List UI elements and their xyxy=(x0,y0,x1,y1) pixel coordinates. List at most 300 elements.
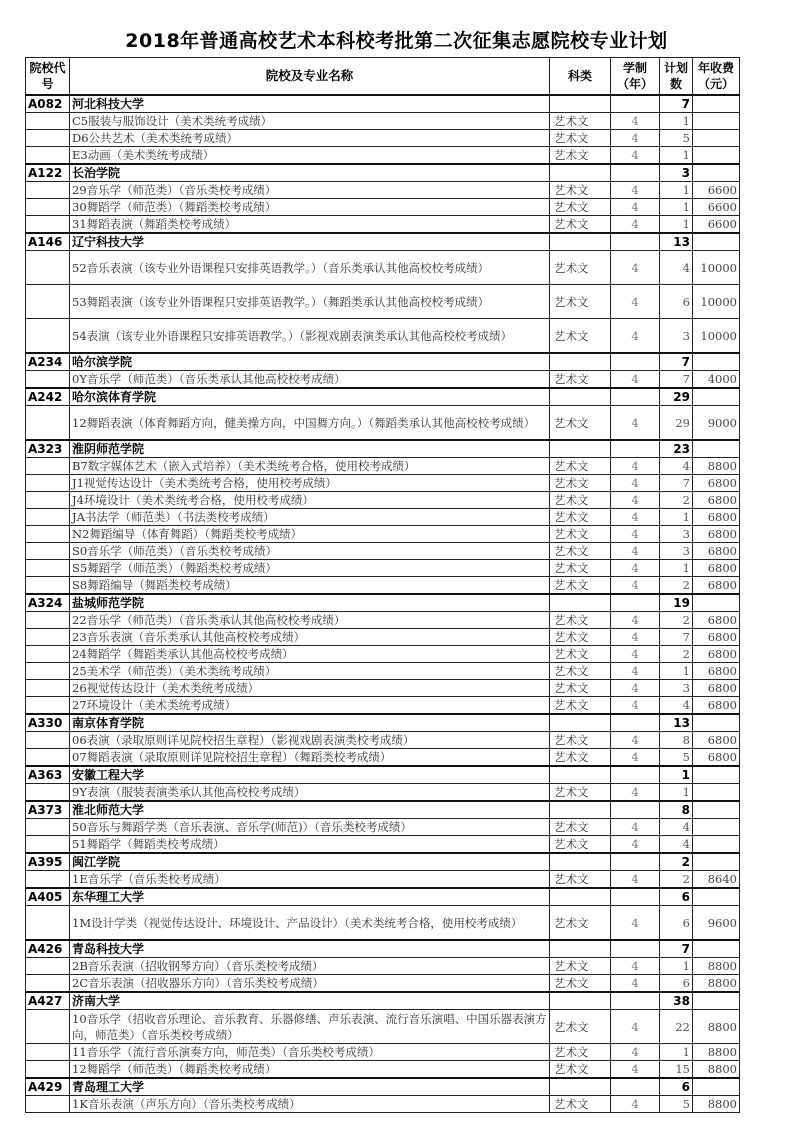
major-row xyxy=(26,182,740,199)
major-plan: 22 xyxy=(660,1010,693,1044)
school-total-plan: 8 xyxy=(660,801,693,819)
school-code: A122 xyxy=(26,164,70,182)
school-name: 盐城师范学院 xyxy=(70,594,550,612)
school-row xyxy=(26,801,740,819)
empty-cell xyxy=(611,714,660,732)
major-type: 艺术文 xyxy=(550,130,611,147)
major-fee: 6800 xyxy=(693,492,740,509)
major-plan: 1 xyxy=(660,182,693,199)
major-type: 艺术文 xyxy=(550,836,611,854)
header-plan: 计划数 xyxy=(660,58,693,96)
major-row xyxy=(26,130,740,147)
major-row xyxy=(26,958,740,975)
empty-cell xyxy=(26,371,70,389)
major-name: 51舞蹈学（舞蹈类校考成绩） xyxy=(70,836,550,854)
major-name: 31舞蹈表演（舞蹈类校考成绩） xyxy=(70,216,550,234)
empty-cell xyxy=(611,233,660,251)
school-code: A373 xyxy=(26,801,70,819)
school-name: 南京体育学院 xyxy=(70,714,550,732)
empty-cell xyxy=(611,353,660,371)
major-years: 4 xyxy=(611,784,660,802)
empty-cell xyxy=(550,992,611,1010)
major-plan: 1 xyxy=(660,784,693,802)
school-name: 长治学院 xyxy=(70,164,550,182)
empty-cell xyxy=(26,526,70,543)
major-years: 4 xyxy=(611,836,660,854)
empty-cell xyxy=(611,594,660,612)
empty-cell xyxy=(26,680,70,697)
major-type: 艺术文 xyxy=(550,577,611,595)
school-total-plan: 13 xyxy=(660,714,693,732)
major-fee: 8800 xyxy=(693,1010,740,1044)
major-fee: 6800 xyxy=(693,646,740,663)
empty-cell xyxy=(550,440,611,458)
empty-cell xyxy=(611,992,660,1010)
major-years: 4 xyxy=(611,285,660,319)
header-type: 科类 xyxy=(550,58,611,96)
major-years: 4 xyxy=(611,629,660,646)
school-code: A330 xyxy=(26,714,70,732)
major-fee: 6800 xyxy=(693,509,740,526)
empty-cell xyxy=(26,975,70,993)
empty-cell xyxy=(550,594,611,612)
empty-cell xyxy=(611,1078,660,1096)
major-type: 艺术文 xyxy=(550,199,611,216)
major-name: 12舞蹈学（师范类）（舞蹈类校考成绩） xyxy=(70,1061,550,1079)
major-plan: 3 xyxy=(660,543,693,560)
school-total-plan: 23 xyxy=(660,440,693,458)
major-name: 12舞蹈表演（体育舞蹈方向，健美操方向，中国舞方向。）（舞蹈类承认其他高校校考成绩） xyxy=(70,406,550,441)
major-years: 4 xyxy=(611,406,660,441)
major-row xyxy=(26,1044,740,1061)
major-years: 4 xyxy=(611,646,660,663)
major-name: 07舞蹈表演（录取原则详见院校招生章程）（舞蹈类校考成绩） xyxy=(70,749,550,767)
major-name: 1M设计学类（视觉传达设计、环境设计、产品设计）（美术类统考合格，使用校考成绩） xyxy=(70,906,550,941)
major-plan: 1 xyxy=(660,216,693,234)
major-years: 4 xyxy=(611,113,660,130)
empty-cell xyxy=(550,714,611,732)
major-type: 艺术文 xyxy=(550,113,611,130)
major-plan: 2 xyxy=(660,577,693,595)
major-fee: 6800 xyxy=(693,475,740,492)
major-name: 22音乐学（师范类）（音乐类承认其他高校校考成绩） xyxy=(70,612,550,629)
empty-cell xyxy=(26,1096,70,1113)
school-code: A146 xyxy=(26,233,70,251)
school-row xyxy=(26,1078,740,1096)
school-name: 淮阴师范学院 xyxy=(70,440,550,458)
major-name: JA书法学（师范类）（书法类校考成绩） xyxy=(70,509,550,526)
major-plan: 1 xyxy=(660,113,693,130)
empty-cell xyxy=(26,577,70,595)
empty-cell xyxy=(26,130,70,147)
empty-cell xyxy=(693,766,740,784)
empty-cell xyxy=(693,440,740,458)
major-fee xyxy=(693,113,740,130)
major-type: 艺术文 xyxy=(550,975,611,993)
empty-cell xyxy=(550,853,611,871)
major-name: N2舞蹈编导（体育舞蹈）（舞蹈类校考成绩） xyxy=(70,526,550,543)
major-plan: 3 xyxy=(660,319,693,354)
major-years: 4 xyxy=(611,1044,660,1061)
major-plan: 7 xyxy=(660,371,693,389)
major-plan: 29 xyxy=(660,406,693,441)
major-fee: 10000 xyxy=(693,285,740,319)
major-row xyxy=(26,680,740,697)
school-total-plan: 7 xyxy=(660,940,693,958)
empty-cell xyxy=(611,95,660,113)
major-fee: 6800 xyxy=(693,749,740,767)
header-years: 学制（年） xyxy=(611,58,660,96)
major-plan: 1 xyxy=(660,663,693,680)
major-type: 艺术文 xyxy=(550,871,611,889)
major-type: 艺术文 xyxy=(550,492,611,509)
empty-cell xyxy=(26,319,70,354)
major-row xyxy=(26,406,740,441)
major-plan: 4 xyxy=(660,836,693,854)
school-name: 安徽工程大学 xyxy=(70,766,550,784)
major-years: 4 xyxy=(611,182,660,199)
major-row xyxy=(26,543,740,560)
empty-cell xyxy=(693,940,740,958)
major-years: 4 xyxy=(611,697,660,715)
major-name: 52音乐表演（该专业外语课程只安排英语教学。）（音乐类承认其他高校校考成绩） xyxy=(70,251,550,285)
school-name: 哈尔滨学院 xyxy=(70,353,550,371)
major-years: 4 xyxy=(611,871,660,889)
major-row xyxy=(26,819,740,836)
major-years: 4 xyxy=(611,680,660,697)
major-row xyxy=(26,509,740,526)
major-row xyxy=(26,975,740,993)
major-name: 30舞蹈学（师范类）（舞蹈类校考成绩） xyxy=(70,199,550,216)
major-row xyxy=(26,697,740,715)
empty-cell xyxy=(693,95,740,113)
major-name: 2B音乐表演（招收钢琴方向）（音乐类校考成绩） xyxy=(70,958,550,975)
major-years: 4 xyxy=(611,216,660,234)
major-years: 4 xyxy=(611,319,660,354)
empty-cell xyxy=(26,749,70,767)
school-code: A234 xyxy=(26,353,70,371)
major-row xyxy=(26,458,740,475)
empty-cell xyxy=(26,958,70,975)
major-type: 艺术文 xyxy=(550,475,611,492)
major-years: 4 xyxy=(611,475,660,492)
empty-cell xyxy=(26,697,70,715)
school-total-plan: 29 xyxy=(660,388,693,406)
major-plan: 3 xyxy=(660,680,693,697)
major-fee: 8800 xyxy=(693,958,740,975)
empty-cell xyxy=(26,560,70,577)
major-name: 9Y表演（服装表演类承认其他高校校考成绩） xyxy=(70,784,550,802)
school-code: A082 xyxy=(26,95,70,113)
major-name: 53舞蹈表演（该专业外语课程只安排英语教学。）（舞蹈类承认其他高校校考成绩） xyxy=(70,285,550,319)
major-type: 艺术文 xyxy=(550,906,611,941)
table-header-row xyxy=(26,58,740,96)
major-name: 29音乐学（师范类）（音乐类校考成绩） xyxy=(70,182,550,199)
empty-cell xyxy=(611,164,660,182)
empty-cell xyxy=(693,853,740,871)
empty-cell xyxy=(611,888,660,906)
major-fee xyxy=(693,147,740,165)
empty-cell xyxy=(26,646,70,663)
major-fee: 6800 xyxy=(693,697,740,715)
empty-cell xyxy=(26,182,70,199)
school-total-plan: 7 xyxy=(660,95,693,113)
major-years: 4 xyxy=(611,251,660,285)
major-name: S0音乐学（师范类）（音乐类校考成绩） xyxy=(70,543,550,560)
empty-cell xyxy=(26,216,70,234)
major-years: 4 xyxy=(611,458,660,475)
major-name: J1视觉传达设计（美术类统考合格，使用校考成绩） xyxy=(70,475,550,492)
major-plan: 1 xyxy=(660,199,693,216)
major-fee: 6800 xyxy=(693,629,740,646)
major-fee: 6800 xyxy=(693,526,740,543)
empty-cell xyxy=(26,663,70,680)
major-years: 4 xyxy=(611,906,660,941)
major-plan: 3 xyxy=(660,526,693,543)
enrollment-plan-table xyxy=(25,57,740,1113)
empty-cell xyxy=(693,714,740,732)
major-name: J4环境设计（美术类统考合格，使用校考成绩） xyxy=(70,492,550,509)
school-code: A395 xyxy=(26,853,70,871)
empty-cell xyxy=(550,888,611,906)
empty-cell xyxy=(611,801,660,819)
major-years: 4 xyxy=(611,1010,660,1044)
major-fee: 6800 xyxy=(693,612,740,629)
major-row xyxy=(26,732,740,749)
major-plan: 6 xyxy=(660,975,693,993)
major-name: 23音乐表演（音乐类承认其他高校校考成绩） xyxy=(70,629,550,646)
empty-cell xyxy=(26,458,70,475)
major-fee: 9600 xyxy=(693,906,740,941)
major-type: 艺术文 xyxy=(550,1061,611,1079)
empty-cell xyxy=(550,940,611,958)
school-row xyxy=(26,388,740,406)
major-fee: 6800 xyxy=(693,732,740,749)
empty-cell xyxy=(611,940,660,958)
major-plan: 4 xyxy=(660,819,693,836)
empty-cell xyxy=(611,440,660,458)
major-type: 艺术文 xyxy=(550,509,611,526)
major-type: 艺术文 xyxy=(550,629,611,646)
school-total-plan: 1 xyxy=(660,766,693,784)
major-type: 艺术文 xyxy=(550,663,611,680)
empty-cell xyxy=(693,594,740,612)
major-row xyxy=(26,1061,740,1079)
major-type: 艺术文 xyxy=(550,1010,611,1044)
empty-cell xyxy=(550,766,611,784)
school-total-plan: 6 xyxy=(660,1078,693,1096)
school-code: A242 xyxy=(26,388,70,406)
major-fee: 6600 xyxy=(693,182,740,199)
major-type: 艺术文 xyxy=(550,406,611,441)
major-fee: 6600 xyxy=(693,199,740,216)
major-plan: 5 xyxy=(660,130,693,147)
major-row xyxy=(26,371,740,389)
major-row xyxy=(26,216,740,234)
empty-cell xyxy=(26,543,70,560)
major-fee: 6600 xyxy=(693,216,740,234)
school-name: 河北科技大学 xyxy=(70,95,550,113)
major-type: 艺术文 xyxy=(550,216,611,234)
major-years: 4 xyxy=(611,371,660,389)
major-plan: 1 xyxy=(660,147,693,165)
major-name: 27环境设计（美术类统考成绩） xyxy=(70,697,550,715)
empty-cell xyxy=(611,766,660,784)
major-name: 1E音乐学（音乐类校考成绩） xyxy=(70,871,550,889)
major-fee xyxy=(693,784,740,802)
school-row xyxy=(26,353,740,371)
empty-cell xyxy=(26,1010,70,1044)
major-name: B7数字媒体艺术（嵌入式培养）（美术类统考合格，使用校考成绩） xyxy=(70,458,550,475)
school-row xyxy=(26,95,740,113)
empty-cell xyxy=(611,853,660,871)
major-years: 4 xyxy=(611,509,660,526)
major-name: 24舞蹈学（舞蹈类承认其他高校校考成绩） xyxy=(70,646,550,663)
empty-cell xyxy=(26,1044,70,1061)
document-title: 2018年普通高校艺术本科校考批第二次征集志愿院校专业计划 xyxy=(125,30,668,52)
school-code: A427 xyxy=(26,992,70,1010)
major-fee: 8640 xyxy=(693,871,740,889)
major-years: 4 xyxy=(611,577,660,595)
major-type: 艺术文 xyxy=(550,319,611,354)
major-plan: 4 xyxy=(660,697,693,715)
major-type: 艺术文 xyxy=(550,819,611,836)
empty-cell xyxy=(26,629,70,646)
major-name: 1K音乐表演（声乐方向）（音乐类校考成绩） xyxy=(70,1096,550,1113)
major-row xyxy=(26,560,740,577)
major-type: 艺术文 xyxy=(550,526,611,543)
empty-cell xyxy=(550,95,611,113)
empty-cell xyxy=(693,233,740,251)
major-type: 艺术文 xyxy=(550,612,611,629)
school-code: A429 xyxy=(26,1078,70,1096)
school-code: A323 xyxy=(26,440,70,458)
major-fee: 6800 xyxy=(693,680,740,697)
major-type: 艺术文 xyxy=(550,1096,611,1113)
major-plan: 1 xyxy=(660,958,693,975)
empty-cell xyxy=(693,1078,740,1096)
empty-cell xyxy=(550,353,611,371)
major-years: 4 xyxy=(611,749,660,767)
major-years: 4 xyxy=(611,130,660,147)
empty-cell xyxy=(693,164,740,182)
major-fee xyxy=(693,819,740,836)
school-name: 闽江学院 xyxy=(70,853,550,871)
major-fee: 8800 xyxy=(693,1096,740,1113)
major-plan: 4 xyxy=(660,251,693,285)
major-type: 艺术文 xyxy=(550,732,611,749)
empty-cell xyxy=(26,819,70,836)
major-type: 艺术文 xyxy=(550,458,611,475)
major-row xyxy=(26,629,740,646)
header-fee: 年收费（元） xyxy=(693,58,740,96)
major-type: 艺术文 xyxy=(550,697,611,715)
empty-cell xyxy=(26,251,70,285)
major-type: 艺术文 xyxy=(550,543,611,560)
major-plan: 7 xyxy=(660,629,693,646)
major-plan: 7 xyxy=(660,475,693,492)
school-code: A405 xyxy=(26,888,70,906)
school-name: 青岛科技大学 xyxy=(70,940,550,958)
school-row xyxy=(26,888,740,906)
major-row xyxy=(26,663,740,680)
major-type: 艺术文 xyxy=(550,182,611,199)
major-years: 4 xyxy=(611,732,660,749)
major-fee: 8800 xyxy=(693,1044,740,1061)
major-years: 4 xyxy=(611,526,660,543)
school-row xyxy=(26,233,740,251)
school-code: A363 xyxy=(26,766,70,784)
major-plan: 2 xyxy=(660,492,693,509)
major-type: 艺术文 xyxy=(550,1044,611,1061)
major-fee: 6800 xyxy=(693,663,740,680)
empty-cell xyxy=(26,199,70,216)
major-fee: 4000 xyxy=(693,371,740,389)
major-row xyxy=(26,319,740,354)
major-name: S5舞蹈学（师范类）（舞蹈类校考成绩） xyxy=(70,560,550,577)
major-years: 4 xyxy=(611,199,660,216)
empty-cell xyxy=(550,233,611,251)
major-row xyxy=(26,526,740,543)
header-code: 院校代号 xyxy=(26,58,70,96)
major-type: 艺术文 xyxy=(550,749,611,767)
major-plan: 1 xyxy=(660,1044,693,1061)
major-type: 艺术文 xyxy=(550,251,611,285)
major-row xyxy=(26,492,740,509)
major-years: 4 xyxy=(611,1061,660,1079)
major-row xyxy=(26,784,740,802)
header-name: 院校及专业名称 xyxy=(70,58,550,96)
major-name: 50音乐与舞蹈学类（音乐表演、音乐学(师范)）（音乐类校考成绩） xyxy=(70,819,550,836)
major-type: 艺术文 xyxy=(550,560,611,577)
school-total-plan: 3 xyxy=(660,164,693,182)
major-years: 4 xyxy=(611,560,660,577)
major-name: 10音乐学（招收音乐理论、音乐教育、乐器修缮、声乐表演、流行音乐演唱、中国乐器表演方向，师范类）（音乐类校考成绩） xyxy=(70,1010,550,1044)
major-fee: 10000 xyxy=(693,319,740,354)
school-row xyxy=(26,766,740,784)
major-row xyxy=(26,612,740,629)
major-row xyxy=(26,475,740,492)
major-name: C5服装与服饰设计（美术类统考成绩） xyxy=(70,113,550,130)
major-row xyxy=(26,199,740,216)
school-total-plan: 19 xyxy=(660,594,693,612)
major-plan: 15 xyxy=(660,1061,693,1079)
major-type: 艺术文 xyxy=(550,784,611,802)
major-fee: 8800 xyxy=(693,458,740,475)
major-plan: 2 xyxy=(660,612,693,629)
major-row xyxy=(26,906,740,941)
major-name: E3动画（美术类统考成绩） xyxy=(70,147,550,165)
major-years: 4 xyxy=(611,147,660,165)
school-row xyxy=(26,594,740,612)
major-plan: 5 xyxy=(660,1096,693,1113)
major-row xyxy=(26,251,740,285)
major-plan: 4 xyxy=(660,458,693,475)
school-total-plan: 38 xyxy=(660,992,693,1010)
major-years: 4 xyxy=(611,1096,660,1113)
empty-cell xyxy=(693,353,740,371)
major-name: 0Y音乐学（师范类）（音乐类承认其他高校校考成绩） xyxy=(70,371,550,389)
empty-cell xyxy=(26,113,70,130)
major-type: 艺术文 xyxy=(550,285,611,319)
major-plan: 8 xyxy=(660,732,693,749)
major-row xyxy=(26,1010,740,1044)
major-years: 4 xyxy=(611,543,660,560)
empty-cell xyxy=(693,388,740,406)
empty-cell xyxy=(26,1061,70,1079)
major-fee: 9000 xyxy=(693,406,740,441)
empty-cell xyxy=(693,888,740,906)
